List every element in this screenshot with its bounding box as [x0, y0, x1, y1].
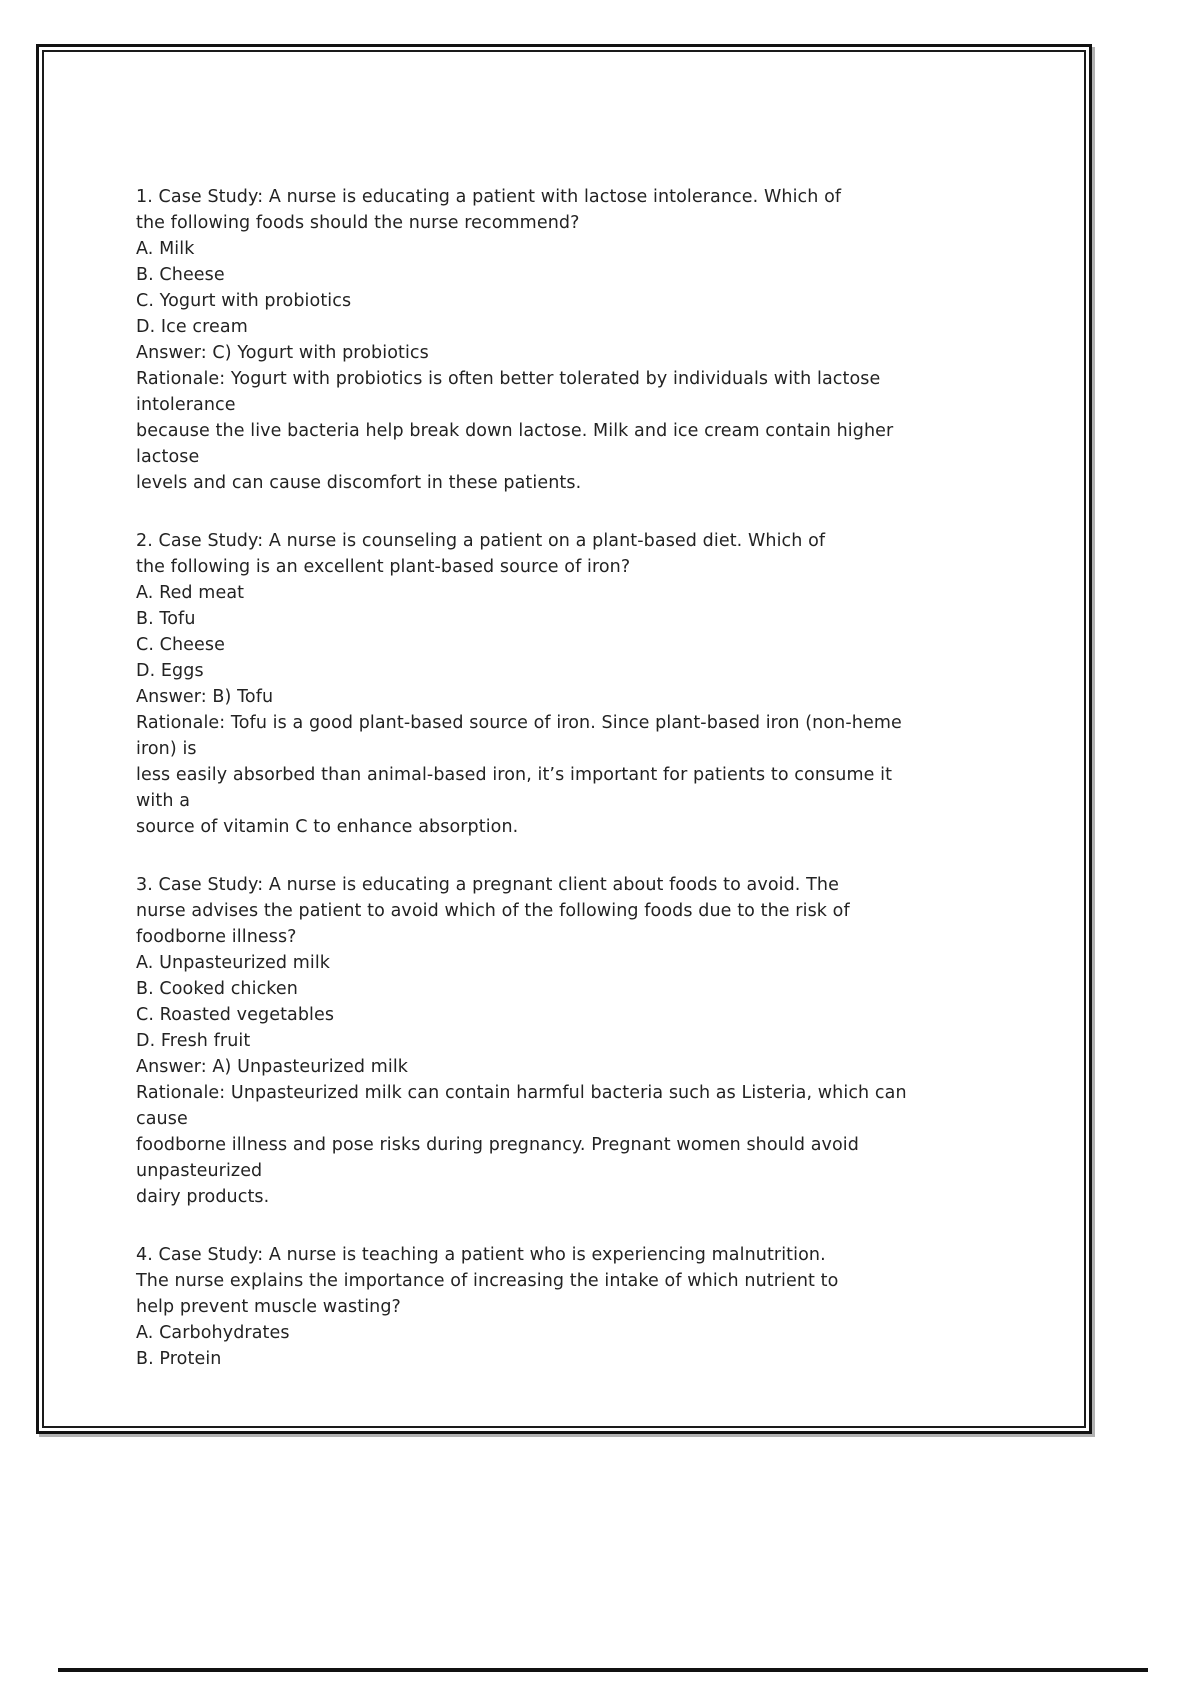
text-line: Answer: C) Yogurt with probiotics — [136, 343, 429, 363]
footer-divider-rule — [58, 1668, 1148, 1672]
text-line: Rationale: Tofu is a good plant-based source of iron. Since plant-based iron (non-heme — [136, 713, 902, 733]
text-line: foodborne illness and pose risks during pregnancy. Pregnant women should avoid — [136, 1135, 859, 1155]
text-line: cause — [136, 1109, 188, 1129]
text-line: dairy products. — [136, 1187, 270, 1207]
document-page-inner-border — [42, 50, 1086, 1428]
text-line: with a — [136, 791, 191, 811]
text-line: Rationale: Unpasteurized milk can contain harmful bacteria such as Listeria, which can — [136, 1083, 907, 1103]
text-line: Answer: A) Unpasteurized milk — [136, 1057, 409, 1077]
text-line: because the live bacteria help break down lactose. Milk and ice cream contain higher — [136, 421, 894, 441]
question-block-1 — [136, 184, 1016, 496]
text-line: D. Eggs — [136, 661, 204, 681]
text-line: nurse advises the patient to avoid which of the following foods due to the risk of — [136, 901, 850, 921]
text-line: C. Yogurt with probiotics — [136, 291, 352, 311]
text-line: A. Milk — [136, 239, 195, 259]
text-line: B. Cheese — [136, 265, 225, 285]
text-line: B. Tofu — [136, 609, 196, 629]
text-line: D. Ice cream — [136, 317, 248, 337]
text-line: help prevent muscle wasting? — [136, 1297, 401, 1317]
text-line: C. Cheese — [136, 635, 225, 655]
question-block-2 — [136, 528, 1016, 840]
text-line: lactose — [136, 447, 200, 467]
text-line: A. Unpasteurized milk — [136, 953, 331, 973]
question-block-3 — [136, 872, 1016, 1210]
text-line: the following foods should the nurse recommend? — [136, 213, 580, 233]
text-line: levels and can cause discomfort in these patients. — [136, 473, 582, 493]
text-line: B. Protein — [136, 1349, 222, 1369]
question-block-4 — [136, 1242, 1016, 1372]
text-line: the following is an excellent plant-based source of iron? — [136, 557, 631, 577]
text-line: iron) is — [136, 739, 197, 759]
text-line: less easily absorbed than animal-based iron, it’s important for patients to consume it — [136, 765, 893, 785]
text-line: 3. Case Study: A nurse is educating a pregnant client about foods to avoid. The — [136, 875, 839, 895]
text-line: A. Carbohydrates — [136, 1323, 290, 1343]
text-line: 2. Case Study: A nurse is counseling a patient on a plant-based diet. Which of — [136, 531, 826, 551]
text-line: Rationale: Yogurt with probiotics is often better tolerated by individuals with lactose — [136, 369, 881, 389]
text-line: foodborne illness? — [136, 927, 297, 947]
text-line: The nurse explains the importance of increasing the intake of which nutrient to — [136, 1271, 839, 1291]
text-line: C. Roasted vegetables — [136, 1005, 335, 1025]
document-text-body — [136, 184, 1016, 1372]
document-page-frame — [36, 44, 1092, 1434]
text-line: D. Fresh fruit — [136, 1031, 251, 1051]
text-line: intolerance — [136, 395, 236, 415]
text-line: unpasteurized — [136, 1161, 263, 1181]
text-line: A. Red meat — [136, 583, 245, 603]
text-line: 4. Case Study: A nurse is teaching a patient who is experiencing malnutrition. — [136, 1245, 826, 1265]
text-line: source of vitamin C to enhance absorption. — [136, 817, 519, 837]
text-line: 1. Case Study: A nurse is educating a patient with lactose intolerance. Which of — [136, 187, 842, 207]
text-line: Answer: B) Tofu — [136, 687, 274, 707]
text-line: B. Cooked chicken — [136, 979, 298, 999]
